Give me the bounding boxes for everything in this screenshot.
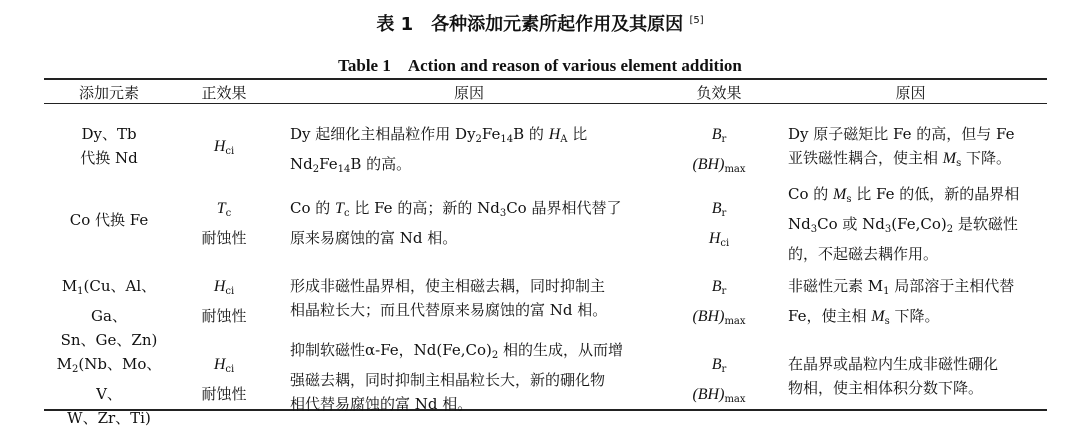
cell-negative: $B_r$ $(BH)_{max}$ [692,126,746,175]
cell-positive: $H_{ci}$ 耐蚀性 [201,356,247,403]
cell-negative: $B_r$ $H_{ci}$ [708,200,730,249]
cell-reason-1: 抑制软磁性α-Fe，$Nd(Fe,Co)_2$ 相的生成，从而增 强磁去耦，同时抑制主相晶粒长大，新的硼化物 相代替易腐蚀的富 Nd 相。 [290,341,623,413]
table-title-cn: 表 1 各种添加元素所起作用及其原因 [5] [376,14,704,35]
top-rule [44,78,1047,80]
cell-element: $M_2(Nb$、Mo、V、 W、Zr、Ti) [56,355,162,427]
header-reason-2: 原因 [895,84,926,102]
cell-reason-1: Co 的 $T_c$ 比 Fe 的高；新的 $Nd_3Co$ 晶界相代替了 原来易腐蚀的富 Nd 相。 [290,199,622,247]
cell-reason-2: Dy 原子磁矩比 Fe 的高，但与 Fe 亚铁磁性耦合，使主相 $M_s$ 下降。 [788,125,1015,169]
header-negative: 负效果 [696,84,742,102]
cell-element: $M_1(Cu$、Al、Ga、 Sn、Ge、Zn) [60,277,158,349]
header-reason-1: 原因 [453,84,484,102]
cell-reason-1: Dy 起细化主相晶粒作用 $Dy_2Fe_{14}B$ 的 $H_A$ 比 $Nd_2Fe_{14}B$ 的高。 [290,125,588,175]
cell-element: Dy、Tb 代换 Nd [80,125,138,167]
cell-negative: $B_r$ $(BH)_{max}$ [692,278,746,327]
cell-reason-1: 形成非磁性晶界相，使主相磁去耦，同时抑制主 相晶粒长大；而且代替原来易腐蚀的富 Nd 相。 [290,277,608,319]
table-title-en: Table 1 Action and reason of various element addition [338,56,742,75]
cell-negative: $B_r$ $(BH)_{max}$ [692,356,746,405]
cell-positive: $H_{ci}$ 耐蚀性 [201,278,247,325]
cell-element: Co 代换 Fe [69,211,149,229]
header-rule [44,103,1047,104]
cell-reason-2: 非磁性元素 $M_1$ 局部溶于主相代替 Fe，使主相 $M_s$ 下降。 [788,277,1015,327]
cell-reason-2: 在晶界或晶粒内生成非磁性硼化 物相，使主相体积分数下降。 [788,355,999,397]
header-element: 添加元素 [78,84,139,102]
cell-positive: $H_{ci}$ [213,138,235,157]
header-positive: 正效果 [201,84,247,102]
cell-positive: $T_c$ 耐蚀性 [201,200,247,247]
cell-reason-2: Co 的 $M_s$ 比 Fe 的低，新的晶界相 $Nd_3Co$ 或 $Nd_3(Fe,Co)_2$ 是软磁性 的，不起磁去耦作用。 [788,185,1020,263]
reference-mark: [5] [689,15,704,26]
